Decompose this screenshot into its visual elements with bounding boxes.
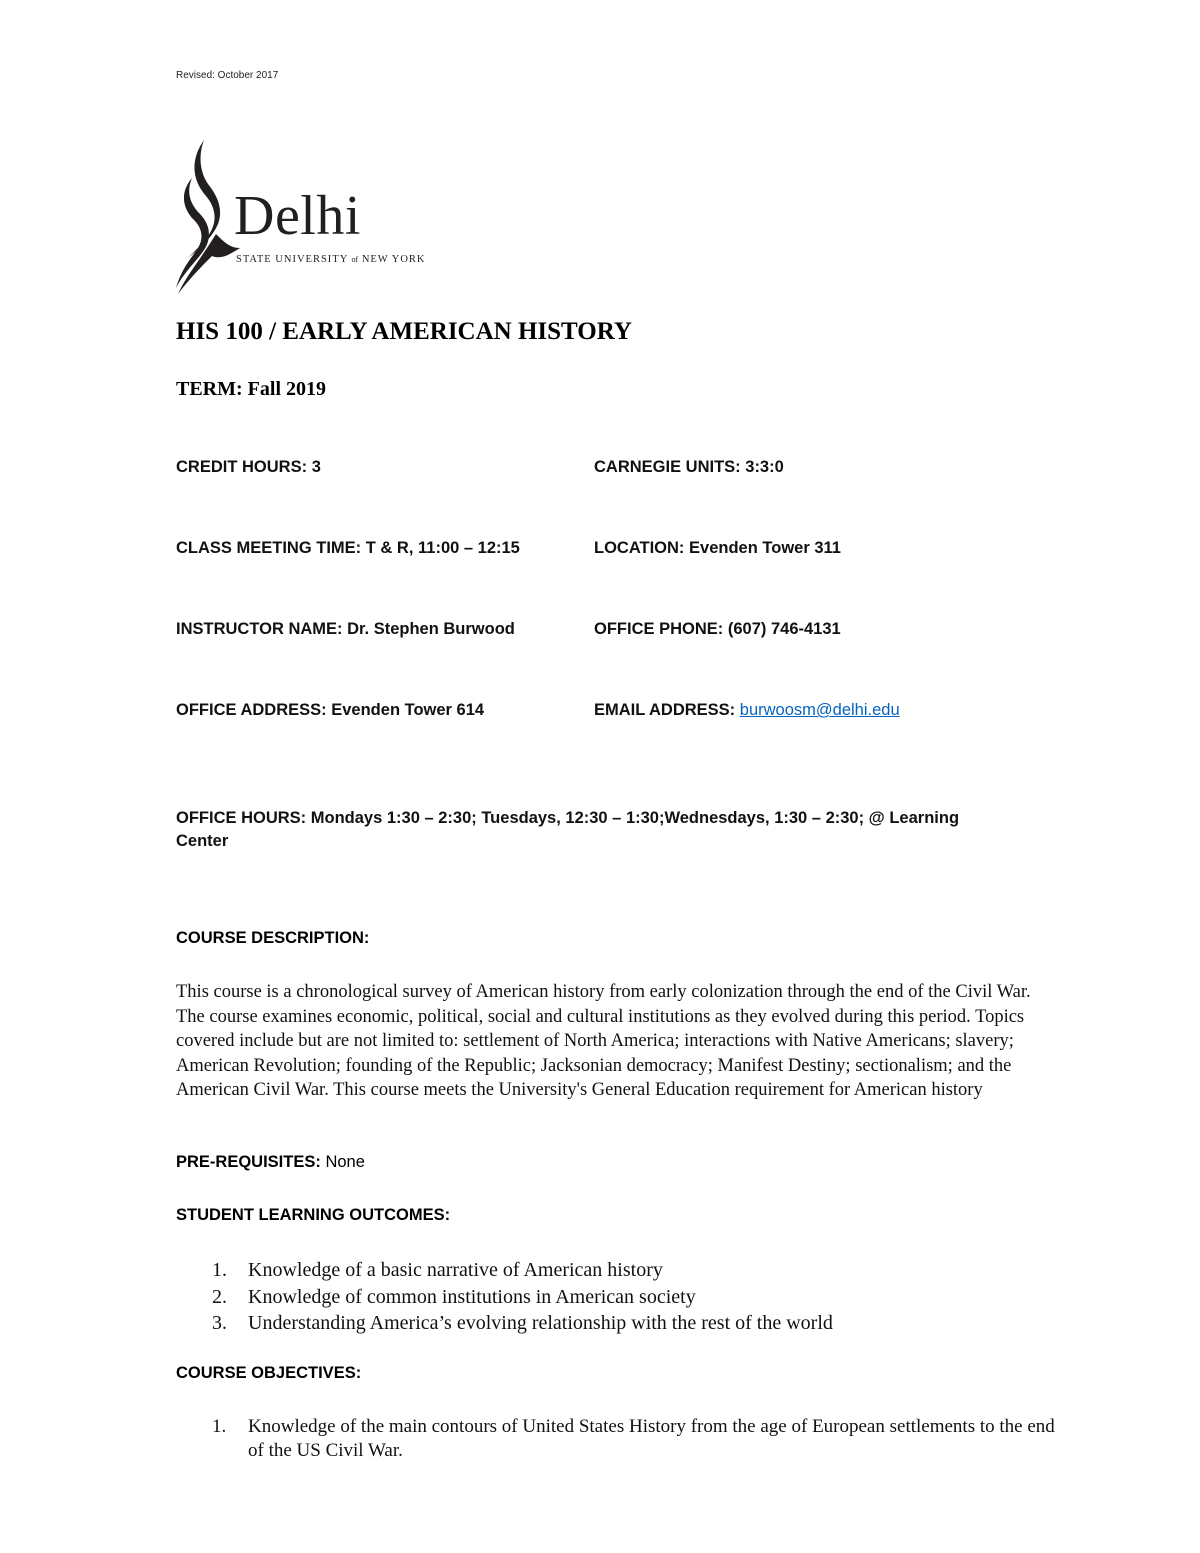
hours-value: Mondays 1:30 – 2:30; Tuesdays, 12:30 – 1:30;Wednesdays, 1:30 – 2:30; @ Learning Center [176,809,960,850]
hours-label: OFFICE HOURS: [176,809,307,827]
location-label: LOCATION: [594,539,685,557]
logo-subtitle [236,254,426,265]
instructor-name [176,618,586,641]
meeting-value: T & R, 11:00 – 12:15 [365,539,520,557]
prereq-label: PRE-REQUISITES: [176,1153,321,1171]
credit-hours [176,456,566,479]
term-label: TERM: [176,378,243,400]
location-value: Evenden Tower 311 [689,539,841,557]
office-phone [594,618,1014,641]
university-logo [172,138,462,296]
address-label: OFFICE ADDRESS: [176,701,327,719]
list-item [176,1310,1056,1337]
list-item-number: 1. [212,1416,227,1437]
list-item-text: Knowledge of common institutions in American society [248,1285,696,1308]
learning-outcomes-heading: STUDENT LEARNING OUTCOMES: [176,1206,451,1224]
phone-label: OFFICE PHONE: [594,620,724,638]
list-item-text: Knowledge of a basic narrative of American history [248,1259,663,1281]
carnegie-value: 3:3:0 [745,458,784,476]
class-meeting-time [176,537,556,560]
list-item-number: 1. [212,1259,227,1281]
office-hours [176,807,976,853]
course-description-text: This course is a chronological survey of American history from early colonization through the end of the Civil War. The course examines economic, political, social and cultural institutions as they evolved during this period. Topics covered include but are not limited to: settlement of North America; interactions with Native Americans; slavery; American Revolution; founding of the Republic; Jacksonian democracy; Manifest Destiny; sectionalism; and the American Civil War. This course meets the University's General Education requirement for American history [176,982,1031,1100]
list-item [176,1257,1056,1284]
list-item [176,1415,1056,1463]
phone-value: (607) 746-4131 [727,620,841,638]
course-term [176,378,326,401]
course-objectives-list [176,1415,1056,1463]
logo-subtitle-right: NEW YORK [361,254,426,265]
instructor-value: Dr. Stephen Burwood [347,620,515,638]
prereq-value: None [325,1153,365,1171]
instructor-label: INSTRUCTOR NAME: [176,620,343,638]
list-item [176,1284,1056,1311]
learning-outcomes-list [176,1257,1056,1337]
list-item-number: 3. [212,1312,227,1334]
term-value: Fall 2019 [247,378,327,400]
class-location [594,537,1014,560]
course-objectives-heading: COURSE OBJECTIVES: [176,1364,362,1382]
flame-emblem-icon [172,138,242,296]
prerequisites [176,1153,365,1172]
email-link[interactable]: burwoosm@delhi.edu [739,701,900,719]
email-label: EMAIL ADDRESS: [594,701,736,719]
carnegie-label: CARNEGIE UNITS: [594,458,741,476]
email-address [594,699,1034,722]
carnegie-units [594,456,1014,479]
logo-subtitle-of: of [351,255,359,264]
address-value: Evenden Tower 614 [331,701,485,719]
logo-wordmark: Delhi [234,185,361,247]
revision-note: Revised: October 2017 [176,70,279,81]
list-item-number: 2. [212,1285,227,1308]
list-item-text: Understanding America’s evolving relationship with the rest of the world [248,1312,833,1334]
credit-value: 3 [311,458,321,476]
logo-subtitle-left: STATE UNIVERSITY [236,254,348,265]
office-address [176,699,586,722]
list-item-text: Knowledge of the main contours of United States History from the age of European settlements to the end of the US Civil War. [248,1416,1055,1461]
course-description-heading: COURSE DESCRIPTION: [176,929,370,947]
meeting-label: CLASS MEETING TIME: [176,539,362,557]
credit-label: CREDIT HOURS: [176,458,308,476]
course-title: HIS 100 / EARLY AMERICAN HISTORY [176,318,632,345]
